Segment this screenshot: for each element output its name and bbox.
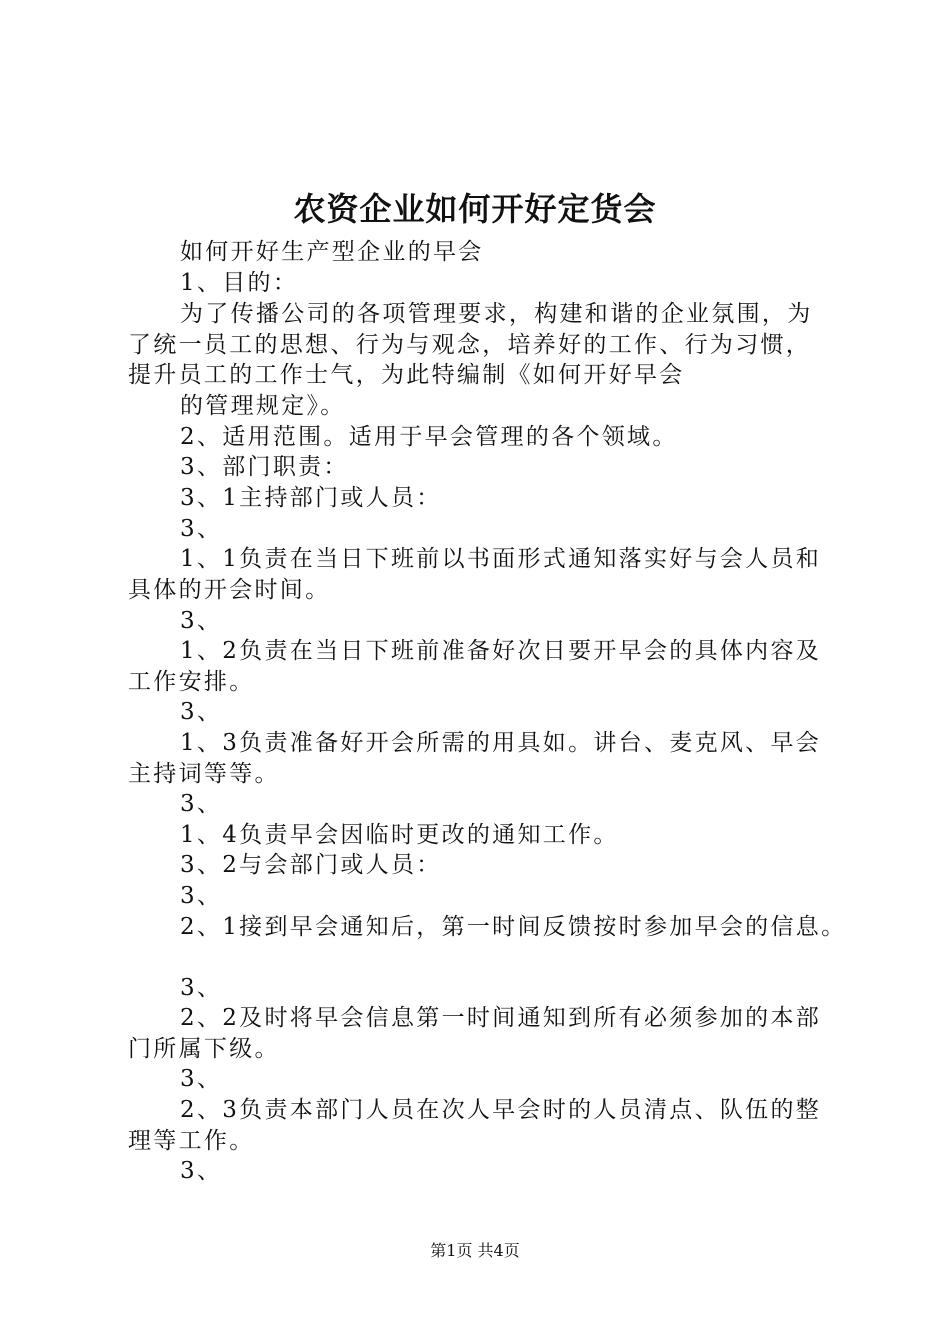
text-line: 3、 <box>180 516 223 542</box>
text-line: 3、 <box>180 1066 223 1092</box>
text-line: 工作安排。 <box>128 669 255 695</box>
text-line: 3、 <box>180 699 223 725</box>
text-line: 3、部门职责： <box>180 454 349 480</box>
text-line: 1、3负责准备好开会所需的用具如。讲台、麦克风、早会 <box>180 730 822 756</box>
text-line: 3、 <box>180 1158 223 1184</box>
document-title: 农资企业如何开好定货会 <box>293 190 657 228</box>
text-line: 1、4负责早会因临时更改的通知工作。 <box>180 822 619 848</box>
page-number-footer: 第1页 共4页 <box>430 1241 520 1260</box>
text-line: 2、2及时将早会信息第一时间通知到所有必须参加的本部 <box>180 1005 822 1031</box>
text-line: 2、3负责本部门人员在次人早会时的人员清点、队伍的整 <box>180 1097 822 1123</box>
text-line: 2、1接到早会通知后，第一时间反馈按时参加早会的信息。 <box>180 914 847 940</box>
text-line: 3、 <box>180 608 223 634</box>
text-line: 为了传播公司的各项管理要求，构建和谐的企业氛围，为 <box>180 301 813 327</box>
text-line: 3、2与会部门或人员： <box>180 852 442 878</box>
text-line: 1、2负责在当日下班前准备好次日要开早会的具体内容及 <box>180 638 822 664</box>
text-line: 2、适用范围。适用于早会管理的各个领域。 <box>180 424 678 450</box>
text-line: 1、1负责在当日下班前以书面形式通知落实好与会人员和 <box>180 546 822 572</box>
text-line: 主持词等等。 <box>128 761 280 787</box>
text-line: 3、 <box>180 883 223 909</box>
text-line: 理等工作。 <box>128 1128 255 1154</box>
text-line: 3、 <box>180 791 223 817</box>
text-line: 了统一员工的思想、行为与观念，培养好的工作、行为习惯， <box>128 332 812 358</box>
text-line: 如何开好生产型企业的早会 <box>180 239 484 265</box>
text-line: 具体的开会时间。 <box>128 577 331 603</box>
text-line: 门所属下级。 <box>128 1036 280 1062</box>
text-line: 的管理规定》。 <box>180 393 346 419</box>
text-line: 3、 <box>180 975 223 1001</box>
text-line: 提升员工的工作士气，为此特编制《如何开好早会 <box>128 362 685 388</box>
text-line: 3、1主持部门或人员： <box>180 485 442 511</box>
text-line: 1、目的： <box>180 270 299 296</box>
